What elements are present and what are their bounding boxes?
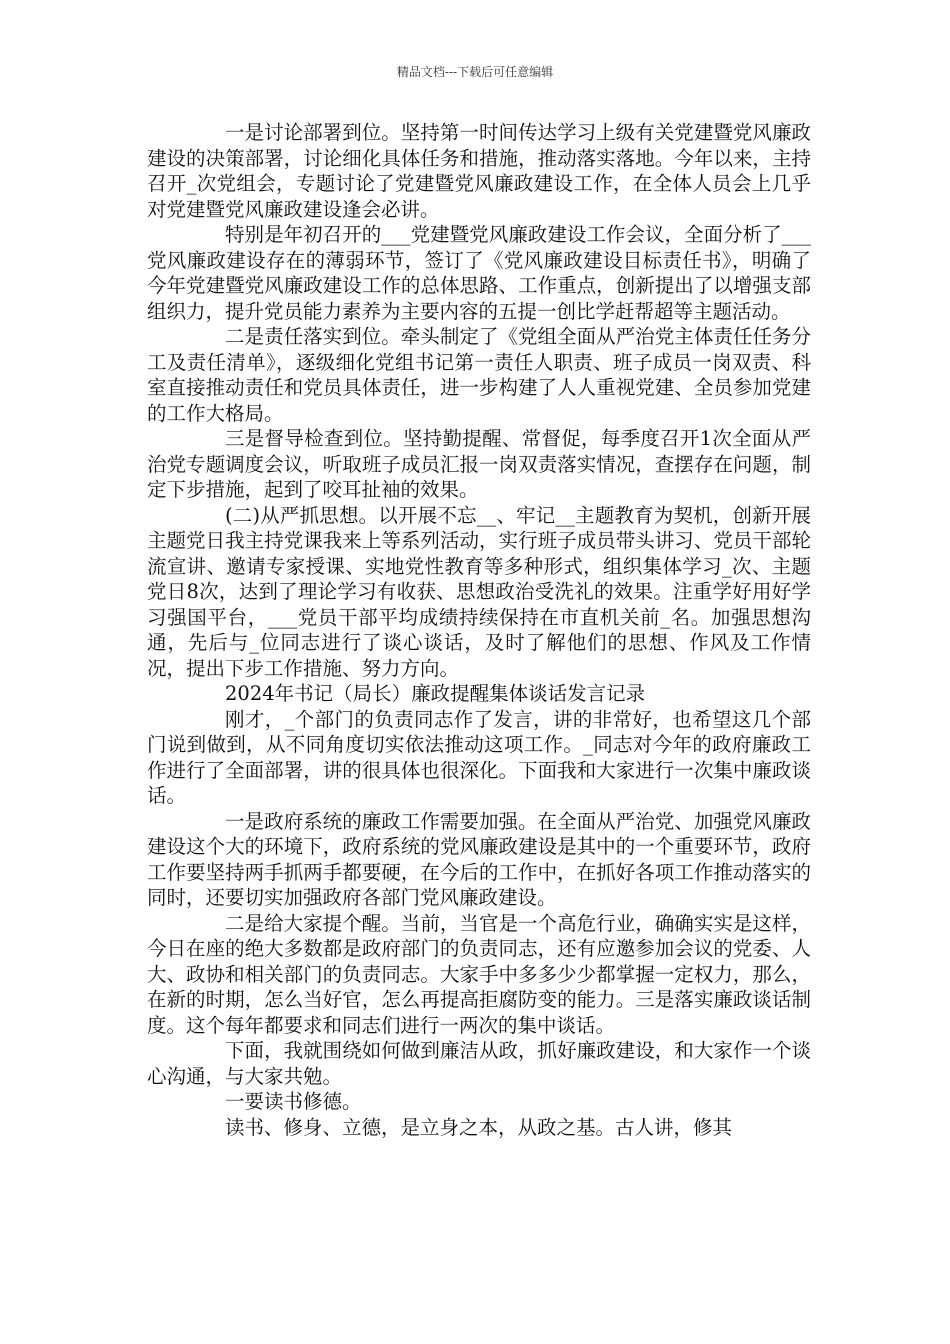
paragraph: 一要读书修德。 [225, 1090, 362, 1113]
paragraph: 一是政府系统的廉政工作需要加强。在全面从严治党、加强党风廉政建设这个大的环境下，政府系统的党风廉政建设是其中的一个重要环节，政府工作要坚持两手抓两手都要硬，在今后的工作中，在抓好各项工作推动落实的同时，还要切实加强政府各部门党风廉政建设。 [147, 809, 811, 909]
paragraph: 二是给大家提个醒。当前，当官是一个高危行业，确确实实是这样，今日在座的绝大多数都是政府部门的负责同志，还有应邀参加会议的党委、人大、政协和相关部门的负责同志。大家手中多多少少都掌握一定权力，那么，在新的时期，怎么当好官，怎么再提高拒腐防变的能力。三是落实廉政谈话制度。这个每年都要求和同志们进行一两次的集中谈话。 [147, 911, 811, 1037]
paragraph: (二)从严抓思想。以开展不忘__、牢记__主题教育为契机，创新开展主题党日我主持党课我来上等系列活动，实行班子成员带头讲习、党员干部轮流宣讲、邀请专家授课、实地党性教育等多种形式，组织集体学习_次、主题党日8次，达到了理论学习有收获、思想政治受洗礼的效果。注重学好用好学习强国平台，___党员干部平均成绩持续保持在市直机关前_名。加强思想沟通，先后与_位同志进行了谈心谈话，及时了解他们的思想、作风及工作情况，提出下步工作措施、努力方向。 [147, 503, 811, 680]
document-body [147, 120, 811, 1140]
paragraph: 二是责任落实到位。牵头制定了《党组全面从严治党主体责任任务分工及责任清单》，逐级细化党组书记第一责任人职责、班子成员一岗双责、科室直接推动责任和党员具体责任，进一步构建了人人重视党建、全员参加党建的工作大格局。 [147, 325, 811, 425]
page-header: 精品文档---下载后可任意编辑 [396, 65, 554, 79]
paragraph: 一是讨论部署到位。坚持第一时间传达学习上级有关党建暨党风廉政建设的决策部署，讨论细化具体任务和措施，推动落实落地。今年以来，主持召开_次党组会，专题讨论了党建暨党风廉政建设工作，在全体人员会上几乎对党建暨党风廉政建设逢会必讲。 [147, 121, 811, 221]
paragraph: 下面，我就围绕如何做到廉洁从政，抓好廉政建设，和大家作一个谈心沟通，与大家共勉。 [147, 1039, 811, 1088]
paragraph: 三是督导检查到位。坚持勤提醒、常督促，每季度召开1次全面从严治党专题调度会议，听取班子成员汇报一岗双责落实情况，查摆存在问题，制定下步措施，起到了咬耳扯袖的效果。 [147, 427, 811, 501]
paragraph: 刚才，_个部门的负责同志作了发言，讲的非常好，也希望这几个部门说到做到，从不同角度切实依法推动这项工作。_同志对今年的政府廉政工作进行了全面部署，讲的很具体也很深化。下面我和大家进行一次集中廉政谈话。 [147, 707, 811, 807]
paragraph: 读书、修身、立德，是立身之本，从政之基。古人讲，修其 [225, 1115, 733, 1139]
section-title: 2024年书记（局长）廉政提醒集体谈话发言记录 [225, 682, 646, 705]
paragraph: 特别是年初召开的___党建暨党风廉政建设工作会议，全面分析了___党风廉政建设存在的薄弱环节，签订了《党风廉政建设目标责任书》，明确了今年党建暨党风廉政建设工作的总体思路、工作重点，创新提出了以增强支部组织力，提升党员能力素养为主要内容的五提一创比学赶帮超等主题活动。 [147, 223, 811, 323]
